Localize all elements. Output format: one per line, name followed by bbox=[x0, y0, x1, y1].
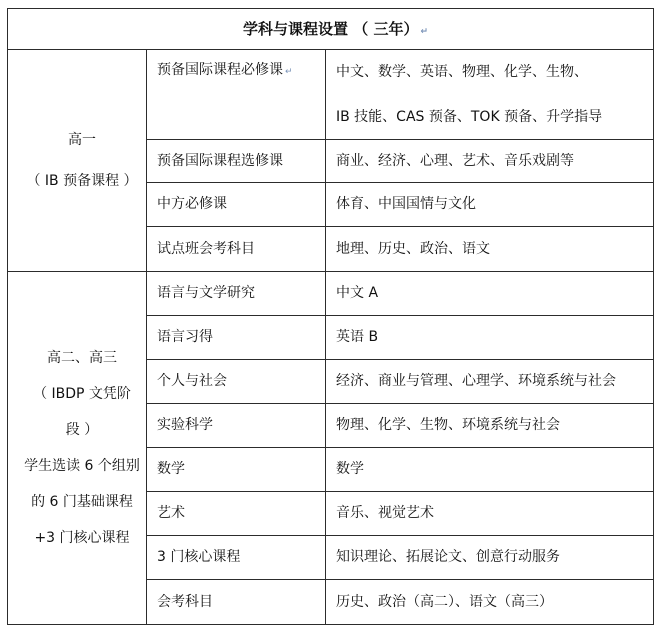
subject-cell bbox=[147, 360, 326, 404]
curriculum-table bbox=[7, 8, 654, 625]
paragraph-mark-icon: ↵ bbox=[285, 67, 293, 77]
courses-label: 音乐、视觉艺术 bbox=[336, 505, 434, 522]
subject-cell bbox=[147, 227, 326, 272]
group-label-line: 学生选读 6 个组别 bbox=[24, 458, 140, 474]
subject-label: 实验科学 bbox=[157, 417, 213, 434]
courses-label: 地理、历史、政治、语文 bbox=[336, 240, 490, 257]
group-label-line: 高一 bbox=[68, 131, 96, 148]
subject-cell bbox=[147, 272, 326, 316]
group-label-line: （ IBDP 文凭阶 bbox=[33, 386, 131, 402]
subject-label: 预备国际课程选修课 bbox=[157, 152, 283, 169]
subject-label: 3 门核心课程 bbox=[157, 549, 241, 566]
courses-label: 商业、经济、心理、艺术、音乐戏剧等 bbox=[336, 152, 574, 169]
subject-cell bbox=[147, 316, 326, 360]
courses-cell bbox=[326, 580, 654, 625]
group-label-line: +3 门核心课程 bbox=[34, 530, 130, 546]
subject-cell bbox=[147, 50, 326, 140]
courses-label: 体育、中国国情与文化 bbox=[336, 196, 476, 213]
courses-label: 知识理论、拓展论文、创意行动服务 bbox=[336, 549, 560, 566]
subject-cell bbox=[147, 536, 326, 580]
courses-label: 中文 A bbox=[336, 285, 379, 302]
table-row bbox=[8, 272, 654, 316]
table-title: 学科与课程设置 （ 三年） bbox=[243, 20, 419, 38]
subject-cell bbox=[147, 183, 326, 227]
courses-cell bbox=[326, 492, 654, 536]
courses-label: 经济、商业与管理、心理学、环境系统与社会 bbox=[336, 373, 616, 390]
subject-cell bbox=[147, 140, 326, 183]
subject-cell bbox=[147, 492, 326, 536]
courses-cell bbox=[326, 50, 654, 140]
courses-line: 中文、数学、英语、物理、化学、生物、 bbox=[336, 63, 588, 80]
subject-label: 中方必修课 bbox=[157, 196, 227, 213]
courses-cell bbox=[326, 183, 654, 227]
courses-line: IB 技能、CAS 预备、TOK 预备、升学指导 bbox=[336, 108, 603, 125]
courses-label: 数学 bbox=[336, 461, 364, 478]
subject-label: 语言与文学研究 bbox=[157, 285, 255, 302]
courses-label: 历史、政治（高二）、语文（高三） bbox=[336, 593, 553, 610]
courses-cell bbox=[326, 272, 654, 316]
courses-cell bbox=[326, 316, 654, 360]
courses-cell bbox=[326, 404, 654, 448]
subject-cell bbox=[147, 580, 326, 625]
group-label-line: 段 ） bbox=[65, 422, 99, 438]
courses-cell bbox=[326, 227, 654, 272]
courses-cell bbox=[326, 448, 654, 492]
subject-label: 数学 bbox=[157, 461, 185, 478]
group-label-line: 的 6 门基础课程 bbox=[31, 494, 133, 510]
subject-label: 艺术 bbox=[157, 505, 185, 522]
subject-label: 语言习得 bbox=[157, 329, 213, 346]
table-title-row bbox=[8, 9, 654, 50]
group-label-line: 高二、高三 bbox=[47, 350, 117, 366]
subject-cell bbox=[147, 404, 326, 448]
group-label-cell bbox=[8, 50, 147, 272]
table-row bbox=[8, 50, 654, 140]
subject-label: 试点班会考科目 bbox=[157, 240, 255, 257]
group-label-cell bbox=[8, 272, 147, 625]
paragraph-mark-icon: ↵ bbox=[420, 27, 428, 37]
courses-cell bbox=[326, 140, 654, 183]
courses-label: 英语 B bbox=[336, 329, 379, 346]
subject-label: 预备国际课程必修课 bbox=[157, 62, 283, 78]
courses-cell bbox=[326, 536, 654, 580]
subject-label: 个人与社会 bbox=[157, 373, 227, 390]
subject-label: 会考科目 bbox=[157, 593, 213, 610]
group-label-line: （ IB 预备课程 ） bbox=[26, 172, 138, 189]
table-title-cell bbox=[8, 9, 654, 50]
subject-cell bbox=[147, 448, 326, 492]
courses-cell bbox=[326, 360, 654, 404]
courses-label: 物理、化学、生物、环境系统与社会 bbox=[336, 417, 560, 434]
